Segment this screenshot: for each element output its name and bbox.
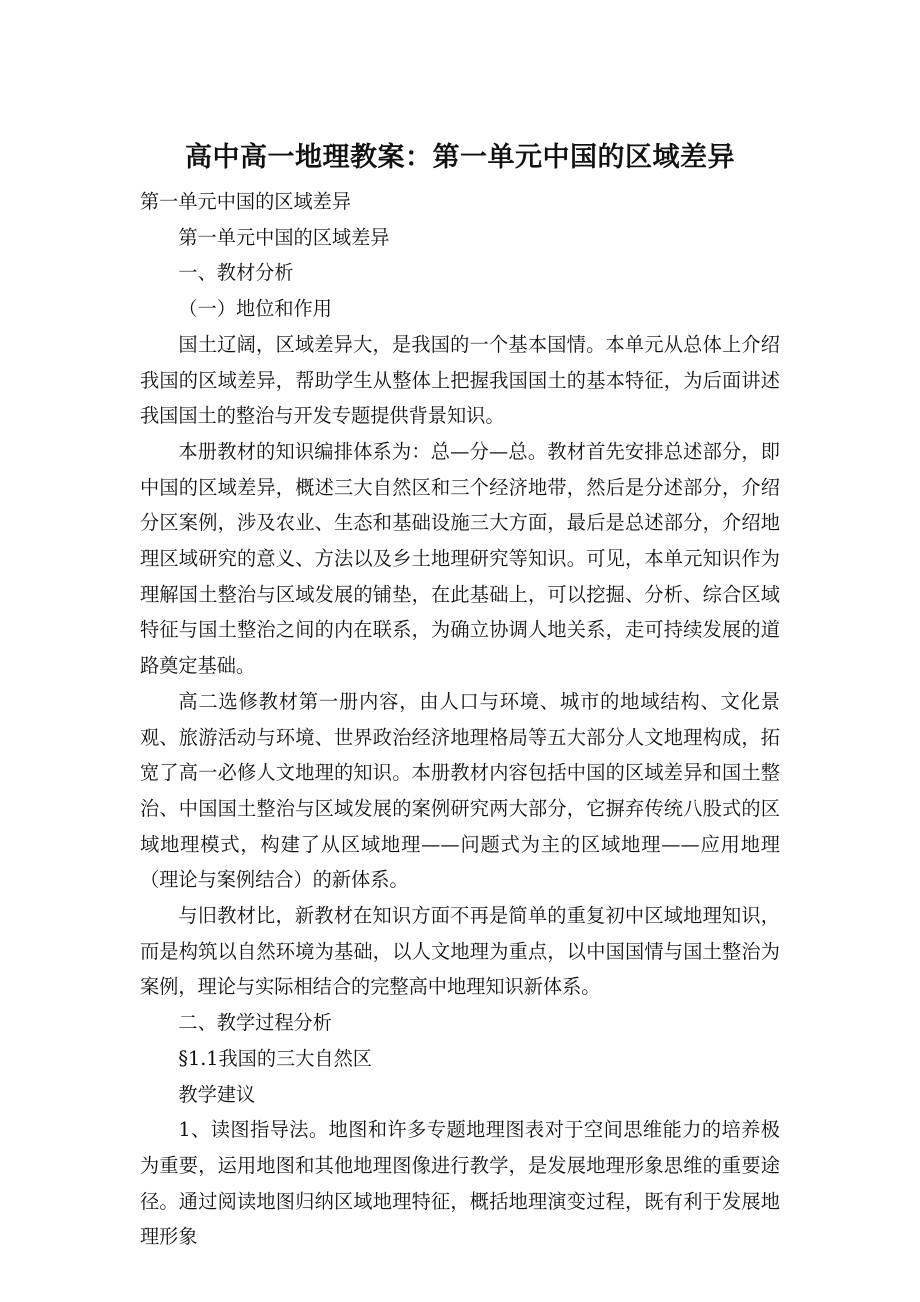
- paragraph-teaching-suggestion-heading: 教学建议: [178, 1082, 256, 1106]
- document-body: [140, 184, 780, 1255]
- paragraph-section-1-heading: 一、教材分析: [178, 261, 294, 285]
- paragraph-body: 本册教材的知识编排体系为：总—分—总。教材首先安排总述部分，即中国的区域差异，概述三大自然区和三个经济地带，然后是分述部分，介绍分区案例，涉及农业、生态和基础设施三大方面，最后是总述部分，介绍地理区域研究的意义、方法以及乡土地理研究等知识。可见，本单元知识作为理解国土整治与区域发展的铺垫，在此基础上，可以挖掘、分析、综合区域特征与国土整治之间的内在联系，为确立协调人地关系，走可持续发展的道路奠定基础。: [140, 439, 780, 678]
- paragraph-body: 与旧教材比，新教材在知识方面不再是简单的重复初中区域地理知识，而是构筑以自然环境为基础，以人文地理为重点，以中国国情与国土整治为案例，理论与实际相结合的完整高中地理知识新体系。: [140, 904, 780, 999]
- paragraph-subtitle: 第一单元中国的区域差异: [140, 190, 352, 213]
- paragraph-body: 高二选修教材第一册内容，由人口与环境、城市的地域结构、文化景观、旅游活动与环境、世界政治经济地理格局等五大部分人文地理构成，拓宽了高一必修人文地理的知识。本册教材内容包括中国的区域差异和国土整治、中国国土整治与区域发展的案例研究两大部分，它摒弃传统八股式的区域地理模式，构建了从区域地理——问题式为主的区域地理——应用地理（理论与案例结合）的新体系。: [140, 689, 780, 892]
- paragraph-unit-heading: 第一单元中国的区域差异: [178, 225, 390, 249]
- document-title: 高中高一地理教案：第一单元中国的区域差异: [185, 142, 735, 173]
- paragraph-section-2-heading: 二、教学过程分析: [178, 1011, 332, 1035]
- paragraph-subsection-heading: （一）地位和作用: [178, 297, 332, 321]
- paragraph-body: 1、读图指导法。地图和许多专题地理图表对于空间思维能力的培养极为重要，运用地图和其他地理图像进行教学，是发展地理形象思维的重要途径。通过阅读地图归纳区域地理特征，概括地理演变过程，既有利于发展地理形象: [140, 1118, 780, 1249]
- paragraph-lesson-heading: §1.1我国的三大自然区: [178, 1046, 372, 1070]
- paragraph-body: 国土辽阔，区域差异大，是我国的一个基本国情。本单元从总体上介绍我国的区域差异，帮助学生从整体上把握我国国土的基本特征，为后面讲述我国国土的整治与开发专题提供背景知识。: [140, 332, 780, 428]
